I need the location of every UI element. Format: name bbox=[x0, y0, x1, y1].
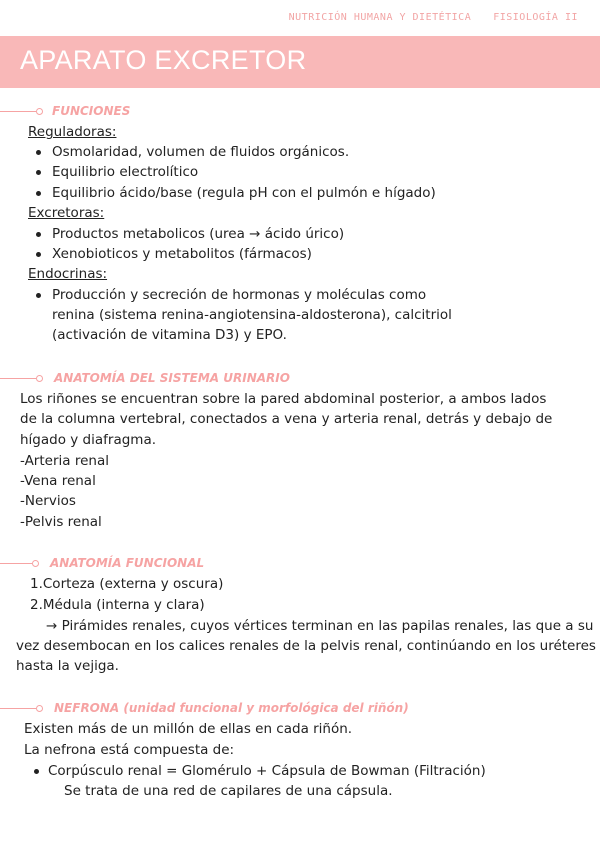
paragraph-line: → Pirámides renales, cuyos vértices terminan en las papilas renales, las que a su bbox=[46, 618, 594, 634]
title-banner bbox=[0, 36, 600, 88]
list-item: -Nervios bbox=[20, 493, 76, 509]
paragraph-line: de la columna vertebral, conectados a vena y arteria renal, detrás y debajo de bbox=[20, 411, 553, 427]
bullet bbox=[36, 293, 41, 298]
section-title-anatomia-funcional: ANATOMÍA FUNCIONAL bbox=[50, 556, 205, 570]
header-course-info bbox=[289, 12, 578, 23]
list-item: Producción y secreción de hormonas y moléculas como bbox=[52, 287, 427, 303]
list-item: Osmolaridad, volumen de fluidos orgánicos. bbox=[52, 144, 350, 160]
list-item: Xenobioticos y metabolitos (fármacos) bbox=[52, 246, 312, 262]
label-endocrinas: Endocrinas: bbox=[28, 266, 108, 282]
section-title-funciones: FUNCIONES bbox=[52, 104, 131, 118]
label-excretoras: Excretoras: bbox=[28, 205, 105, 221]
list-item: -Vena renal bbox=[20, 473, 96, 489]
bullet bbox=[36, 150, 41, 155]
list-item: 1.Corteza (externa y oscura) bbox=[30, 576, 224, 592]
list-item-continuation: (activación de vitamina D3) y EPO. bbox=[52, 327, 287, 343]
section-heading-anatomia-funcional bbox=[0, 556, 600, 572]
paragraph-line: La nefrona está compuesta de: bbox=[24, 742, 235, 758]
section-heading-nefrona bbox=[0, 701, 600, 717]
bullet bbox=[36, 232, 41, 237]
list-item: -Arteria renal bbox=[20, 453, 109, 469]
label-reguladoras: Reguladoras: bbox=[28, 124, 117, 140]
subject-name: FISIOLOGÍA II bbox=[493, 12, 578, 23]
paragraph-line: hasta la vejiga. bbox=[16, 658, 119, 674]
section-title-anatomia-urinario: ANATOMÍA DEL SISTEMA URINARIO bbox=[54, 371, 290, 385]
bullet bbox=[36, 170, 41, 175]
paragraph-line: Existen más de un millón de ellas en cada riñón. bbox=[24, 721, 353, 737]
paragraph-line: hígado y diafragma. bbox=[20, 432, 157, 448]
bullet bbox=[34, 769, 39, 774]
bullet bbox=[36, 252, 41, 257]
section-heading-anatomia-urinario bbox=[0, 371, 600, 387]
section-title-nefrona: NEFRONA (unidad funcional y morfológica del riñón) bbox=[54, 701, 409, 715]
page-title: APARATO EXCRETOR bbox=[20, 45, 307, 75]
list-item: Equilibrio ácido/base (regula pH con el pulmón e hígado) bbox=[52, 185, 436, 201]
paragraph-line: Los riñones se encuentran sobre la pared abdominal posterior, a ambos lados bbox=[20, 391, 547, 407]
paragraph-line: vez desembocan en los calices renales de la pelvis renal, continúando en los uréteres bbox=[16, 638, 596, 654]
list-item: Equilibrio electrolítico bbox=[52, 164, 199, 180]
list-item: Corpúsculo renal = Glomérulo + Cápsula de Bowman (Filtración) bbox=[48, 763, 486, 779]
list-item: -Pelvis renal bbox=[20, 514, 102, 530]
list-item-continuation: renina (sistema renina-angiotensina-aldosterona), calcitriol bbox=[52, 307, 452, 323]
list-item: 2.Médula (interna y clara) bbox=[30, 597, 205, 613]
list-item-continuation: Se trata de una red de capilares de una cápsula. bbox=[64, 783, 393, 799]
list-item: Productos metabolicos (urea → ácido úrico) bbox=[52, 226, 345, 242]
section-heading-funciones bbox=[0, 104, 600, 120]
bullet bbox=[36, 191, 41, 196]
course-name: NUTRICIÓN HUMANA Y DIETÉTICA bbox=[288, 12, 472, 23]
